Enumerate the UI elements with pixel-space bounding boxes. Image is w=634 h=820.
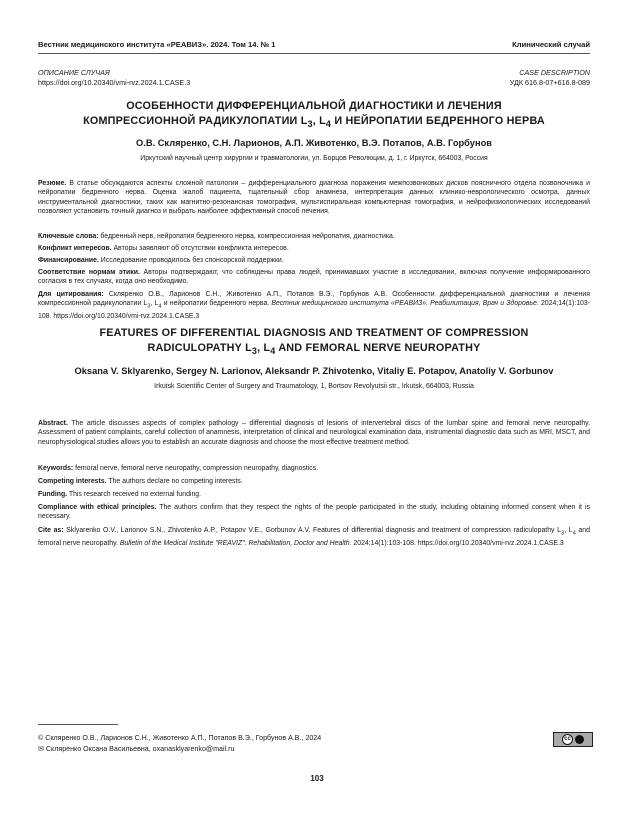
citation-en-text: Sklyarenko O.V., Larionov S.N., Zhivotenko A.P., Potapov V.E., Gorbunov A.V. Features of differential diagnosis and treatment of compression radiculopathy L	[63, 527, 561, 534]
subscript-3: 3	[560, 530, 565, 537]
keywords-ru-label: Ключевые слова:	[38, 233, 99, 240]
ethics-en	[38, 503, 590, 522]
title-en-line2	[38, 341, 590, 359]
conflict-en-text: The authors declare no competing interests.	[106, 478, 243, 485]
article-meta	[38, 68, 590, 87]
citation-en-doi[interactable]: 2024;14(1):103-108. https://doi.org/10.20340/vmi-rvz.2024.1.CASE.3	[351, 539, 564, 547]
title-ru-part: И НЕЙРОПАТИИ БЕДРЕННОГО НЕРВА	[331, 115, 545, 127]
keywords-ru	[38, 232, 590, 241]
title-ru	[38, 99, 590, 132]
header-divider	[38, 53, 590, 54]
authors-en: Oksana V. Sklyarenko, Sergey N. Larionov, Aleksandr P. Zhivotenko, Vitaliy E. Potapov, Anatoliy V. Gorbunov	[74, 366, 554, 376]
abstract-ru-label: Резюме.	[38, 180, 67, 187]
abstract-en-label: Abstract.	[38, 420, 68, 427]
ethics-ru-text: Авторы подтверждают, что соблюдены права людей, принимавших участие в исследовании, включая получение информированного согласия в тех случаях, когда оно необходимо.	[38, 269, 590, 286]
subscript-3: 3	[147, 303, 151, 310]
ethics-en-text: The authors confirm that they respect the rights of the people participated in the study, including obtaining informed consent when it is necessary.	[38, 504, 590, 521]
subscript-3: 3	[251, 346, 258, 357]
conflict-ru-label: Конфликт интересов.	[38, 245, 112, 252]
citation-ru-doi[interactable]: 2024;14(1):103-108. https://doi.org/10.20340/vmi-rvz.2024.1.CASE.3	[38, 300, 591, 320]
subscript-4: 4	[270, 346, 276, 357]
title-en	[38, 326, 590, 359]
cc-by-license-icon[interactable]	[553, 732, 593, 747]
conflict-en	[38, 477, 590, 486]
by-icon	[575, 735, 584, 744]
funding-en-label: Funding.	[38, 491, 68, 498]
funding-ru-label: Финансирование.	[38, 257, 99, 264]
abstract-en	[38, 419, 590, 447]
section-running-title: Клинический случай	[512, 40, 590, 49]
citation-ru-text: , L	[150, 300, 159, 308]
affiliation-ru: Иркутский научный центр хирургии и травматологии, ул. Борцов Революции, д. 1, г. Иркутск, 664003, Россия	[140, 155, 488, 162]
cc-icon: cc	[562, 734, 573, 745]
doi-link[interactable]: https://doi.org/10.20340/vmi-rvz.2024.1.CASE.3	[38, 77, 191, 87]
funding-en-text: This research received no external funding.	[67, 491, 202, 498]
title-ru-line2	[38, 114, 590, 132]
title-ru-part: , L	[312, 115, 326, 127]
abstract-ru	[38, 179, 590, 216]
article-type-ru: ОПИСАНИЕ СЛУЧАЯ	[38, 68, 110, 77]
funding-ru-text: Исследование проводилось без спонсорской поддержки.	[98, 257, 284, 264]
ethics-en-label: Compliance with ethical principles.	[38, 504, 157, 511]
authors-ru: О.В. Скляренко, С.Н. Ларионов, А.П. Животенко, В.Э. Потапов, А.В. Горбунов	[136, 138, 492, 148]
running-head	[38, 40, 590, 49]
title-en-part: AND FEMORAL NERVE NEUROPATHY	[275, 342, 481, 354]
ethics-ru-label: Соответствие нормам этики.	[38, 269, 140, 276]
keywords-en-text: femoral nerve, femoral nerve neuropathy, compression neuropathy, diagnostics.	[73, 465, 319, 472]
subscript-3: 3	[307, 119, 313, 130]
article-type-en: CASE DESCRIPTION	[519, 68, 590, 77]
citation-ru	[38, 290, 590, 321]
footer-divider	[38, 724, 118, 725]
citation-en	[38, 526, 590, 548]
title-en-part: RADICULOPATHY L	[147, 342, 252, 354]
citation-ru-text: и нейропатии бедренного нерва.	[161, 300, 272, 308]
copyright-line: © Скляренко О.В., Ларионов С.Н., Животенко А.П., Потапов В.Э., Горбунов А.В., 2024	[38, 734, 322, 742]
udc-code: УДК 616.8-07+616.8-089	[509, 77, 590, 87]
citation-ru-label: Для цитирования:	[38, 291, 104, 298]
abstract-en-text: The article discusses aspects of complex pathology – differential diagnosis of lesions of intervertebral discs of the lumbar spine and femoral nerve neuropathy. Assessment of patient complaints, careful collection of anamnesis, interpretation of clinical and neurological examination data, instrumental diagnostic data such as MRI, MSCT, and neurophysiological studies allows you to establish an accurate diagnosis and choose the most effective treatment method.	[38, 420, 590, 446]
subscript-4: 4	[572, 530, 576, 537]
citation-en-label: Cite as:	[38, 527, 64, 534]
conflict-ru-text: Авторы заявляют об отсутствии конфликта интересов.	[111, 245, 289, 252]
keywords-ru-text: бедренный нерв, нейропатия бедренного нерва, компрессионная нейропатия, диагностика.	[98, 233, 395, 240]
conflict-ru	[38, 244, 590, 253]
envelope-icon: ✉	[38, 744, 44, 753]
title-ru-line1: ОСОБЕННОСТИ ДИФФЕРЕНЦИАЛЬНОЙ ДИАГНОСТИКИ И ЛЕЧЕНИЯ	[126, 100, 502, 112]
footer	[38, 733, 321, 754]
contact-line	[38, 744, 321, 755]
funding-ru	[38, 256, 590, 265]
title-en-part: , L	[257, 342, 271, 354]
citation-en-journal: Bulletin of the Medical Institute "REAVIZ". Rehabilitation, Doctor and Health.	[119, 539, 352, 547]
page-number: 103	[310, 774, 324, 783]
affiliation-en: Irkutsk Scientific Center of Surgery and Traumatology, 1, Bortsov Revolyutsii str., Irkutsk, 664003, Russia	[154, 383, 474, 390]
citation-en-text: and femoral nerve neuropathy.	[38, 527, 590, 547]
title-en-line1: FEATURES OF DIFFERENTIAL DIAGNOSIS AND TREATMENT OF COMPRESSION	[99, 327, 529, 339]
keywords-en	[38, 464, 590, 473]
citation-en-text: , L	[564, 527, 573, 534]
funding-en	[38, 490, 590, 499]
keywords-en-label: Keywords:	[38, 465, 74, 472]
journal-running-title: Вестник медицинского института «РЕАВИЗ». 2024. Том 14. № 1	[38, 40, 276, 49]
title-ru-part: КОМПРЕССИОННОЙ РАДИКУЛОПАТИИ L	[83, 115, 308, 127]
citation-ru-journal: Вестник медицинского института «РЕАВИЗ». Реабилитация, Врач и Здоровье.	[271, 300, 539, 308]
contact-text[interactable]: Скляренко Оксана Васильевна, oxanasklyarenko@mail.ru	[43, 744, 235, 753]
abstract-ru-text: В статье обсуждаются аспекты сложной патологии – дифференциального диагноза поражения межпозвонковых дисков поясничного отдела позвоночника и нейропатии бедренного нерва. Оценка жалоб пациента, тщательный сбор анамнеза, интерпретация данных клинико-неврологического осмотра, данных инструментальной диагностики, таких как магнитно-резонансная томография, мультиспиральная компьютерная томография, и нейрофизиологических исследований позволяют установить точный диагноз и выбрать наиболее эффективный способ лечения.	[38, 180, 590, 215]
subscript-4: 4	[158, 303, 162, 310]
ethics-ru	[38, 268, 590, 287]
subscript-4: 4	[325, 119, 332, 130]
citation-ru-text: Скляренко О.В., Ларионов С.Н., Животенко А.П., Потапов В.Э., Горбунов А.В. Особенности дифференциальной диагностики и лечения компрессионной радикулопатии L	[38, 291, 590, 308]
conflict-en-label: Competing interests.	[38, 478, 107, 485]
